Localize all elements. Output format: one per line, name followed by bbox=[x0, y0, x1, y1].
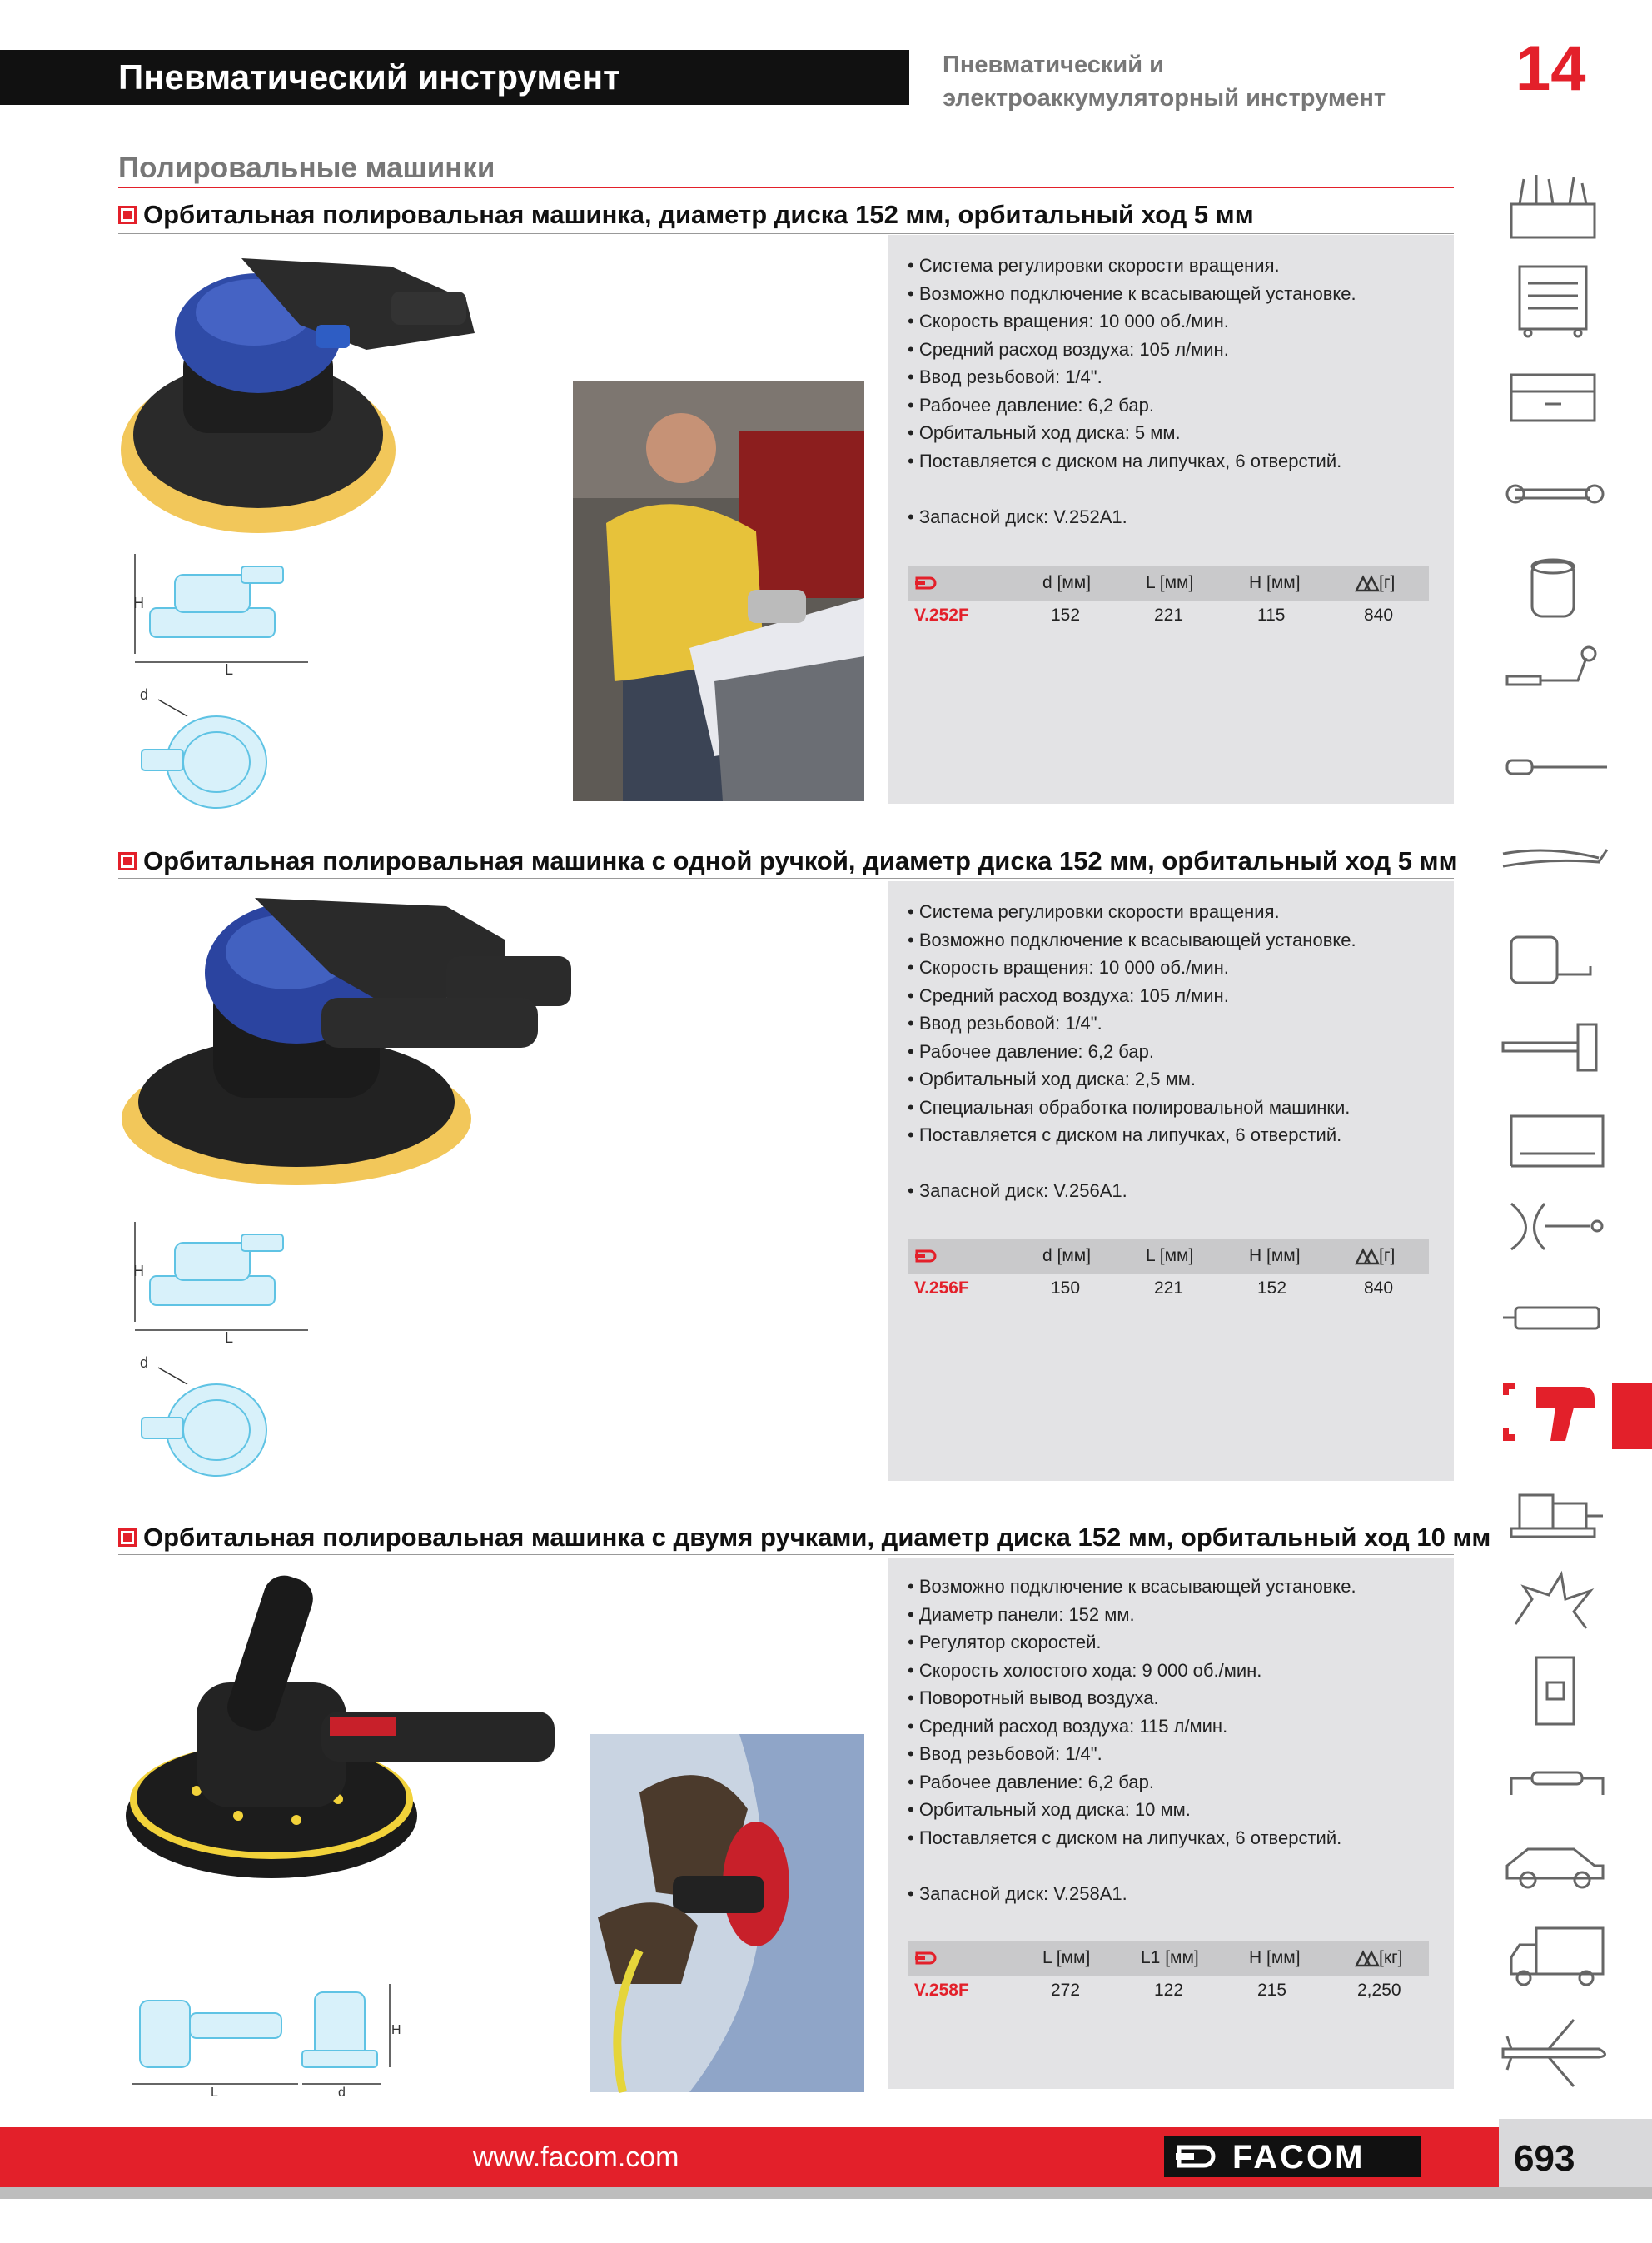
chapter-number: 14 bbox=[1515, 33, 1586, 104]
screwdriver-icon[interactable] bbox=[1499, 729, 1615, 804]
spec-data-row bbox=[908, 601, 1429, 631]
bullet: • Скорость вращения: 10 000 об./мин. bbox=[908, 957, 1229, 978]
bullet: • Возможно подключение к всасывающей установке. bbox=[908, 282, 1356, 304]
spec-value: 122 bbox=[1154, 1981, 1184, 2000]
spec-data-row bbox=[908, 1976, 1429, 2006]
dim-label-h: H bbox=[391, 2023, 401, 2037]
toolbox-icon[interactable] bbox=[1499, 171, 1615, 246]
spec-col-1: d [мм] bbox=[1042, 573, 1092, 592]
spec-header-row bbox=[908, 1941, 1429, 1976]
spare-part: • Запасной диск: V.252A1. bbox=[908, 506, 1127, 527]
spec-col-2: L1 [мм] bbox=[1141, 1948, 1199, 1967]
header-subtitle-line2: электроаккумуляторный инструмент bbox=[943, 85, 1386, 112]
tape-measure-icon[interactable] bbox=[1499, 920, 1615, 995]
spec-header-row bbox=[908, 566, 1429, 601]
dim-label-d: d bbox=[140, 686, 149, 703]
socket-icon[interactable] bbox=[1499, 550, 1615, 625]
product-ref[interactable]: V.256F bbox=[914, 1279, 969, 1298]
tool-cabinet-icon[interactable] bbox=[1499, 262, 1615, 337]
car-icon[interactable] bbox=[1499, 1828, 1615, 1903]
spec-col-1: L [мм] bbox=[1042, 1948, 1091, 1967]
spec-header-row bbox=[908, 1239, 1429, 1274]
footer-url-link[interactable]: www.facom.com bbox=[473, 2141, 679, 2173]
page-title: Пневматический инструмент bbox=[118, 57, 620, 97]
spec-col-3: H [мм] bbox=[1249, 573, 1301, 592]
footer-bottom-strip bbox=[0, 2187, 1652, 2199]
tester-icon[interactable] bbox=[1499, 1279, 1615, 1353]
bullet: • Рабочее давление: 6,2 бар. bbox=[908, 394, 1154, 416]
wrench-icon[interactable] bbox=[1499, 456, 1615, 531]
bullet: • Система регулировки скорости вращения. bbox=[908, 255, 1280, 276]
ratchet-handle-icon[interactable] bbox=[1499, 641, 1615, 716]
product-3-spec-table bbox=[908, 1941, 1429, 2006]
product-3-usage-photo bbox=[590, 1734, 864, 2092]
spec-value: 152 bbox=[1051, 606, 1081, 625]
bullet: • Диаметр панели: 152 мм. bbox=[908, 1603, 1135, 1625]
page-number: 693 bbox=[1514, 2138, 1575, 2179]
dim-label-l: L bbox=[225, 1329, 234, 1346]
product-1-rule bbox=[118, 233, 1454, 234]
handle-icon[interactable] bbox=[1499, 1741, 1615, 1816]
hacksaw-icon[interactable] bbox=[1499, 1099, 1615, 1174]
bullet: • Система регулировки скорости вращения. bbox=[908, 901, 1280, 922]
bullet: • Скорость холостого хода: 9 000 об./мин. bbox=[908, 1659, 1262, 1681]
dim-label-d: d bbox=[338, 2086, 346, 2100]
bullet: • Возможно подключение к всасывающей установке. bbox=[908, 929, 1356, 950]
product-3-title-text: Орбитальная полировальная машинка с двумя ручками, диаметр диска 152 мм, орбитальный ход 10 мм bbox=[143, 1523, 1491, 1552]
spec-col-4: [кг] bbox=[1379, 1948, 1403, 1967]
hammer-icon[interactable] bbox=[1499, 1008, 1615, 1083]
safety-icon[interactable] bbox=[1499, 1562, 1615, 1637]
spec-value: 115 bbox=[1257, 606, 1286, 625]
dim-label-d: d bbox=[140, 1354, 149, 1371]
product-2-spec-table bbox=[908, 1239, 1429, 1303]
product-2-bullets bbox=[908, 898, 1441, 1205]
bullet: • Ввод резьбовой: 1/4". bbox=[908, 1743, 1102, 1764]
pneumatic-impact-wrench-icon[interactable] bbox=[1499, 1374, 1615, 1449]
spec-value: 221 bbox=[1154, 606, 1184, 625]
product-3-title bbox=[118, 1521, 1490, 1554]
product-3-bullets bbox=[908, 1573, 1441, 1907]
vise-icon[interactable] bbox=[1499, 1470, 1615, 1545]
bullet: • Рабочее давление: 6,2 бар. bbox=[908, 1771, 1154, 1792]
facom-logo-text: FACOM bbox=[1232, 2139, 1366, 2176]
bullet: • Скорость вращения: 10 000 об./мин. bbox=[908, 311, 1229, 331]
spare-part: • Запасной диск: V.256A1. bbox=[908, 1180, 1127, 1201]
spec-value: 840 bbox=[1364, 606, 1394, 625]
active-section-tab[interactable] bbox=[1612, 1383, 1652, 1449]
bullet: • Специальная обработка полировальной машинки. bbox=[908, 1096, 1351, 1118]
product-3-dimension-diagram bbox=[123, 1976, 401, 2101]
spec-col-3: H [мм] bbox=[1249, 1246, 1301, 1265]
dim-label-h: H bbox=[133, 595, 144, 611]
bullet: • Поворотный вывод воздуха. bbox=[908, 1687, 1159, 1708]
bullet: • Ввод резьбовой: 1/4". bbox=[908, 366, 1102, 387]
bullet: • Орбитальный ход диска: 10 мм. bbox=[908, 1799, 1191, 1820]
header-subtitle bbox=[943, 48, 1442, 115]
spec-value: 272 bbox=[1051, 1981, 1081, 2000]
bullet: • Регулятор скоростей. bbox=[908, 1632, 1102, 1652]
product-ref[interactable]: V.258F bbox=[914, 1981, 969, 2000]
product-1-dimension-diagram bbox=[125, 550, 316, 816]
dim-label-h: H bbox=[133, 1263, 144, 1279]
product-ref[interactable]: V.252F bbox=[914, 606, 969, 625]
product-2-rule bbox=[118, 878, 1454, 879]
product-2-title-text: Орбитальная полировальная машинка с одной ручкой, диаметр диска 152 мм, орбитальный ход 5 мм bbox=[143, 846, 1458, 875]
truck-icon[interactable] bbox=[1499, 1920, 1615, 1995]
spec-value: 2,250 bbox=[1357, 1981, 1401, 2000]
airplane-icon[interactable] bbox=[1499, 2016, 1615, 2091]
bullet: • Поставляется с диском на липучках, 6 отверстий. bbox=[908, 1827, 1342, 1848]
product-1-title bbox=[118, 198, 1254, 232]
product-2-dimension-diagram bbox=[125, 1218, 316, 1484]
spec-value: 221 bbox=[1154, 1279, 1184, 1298]
dim-label-l: L bbox=[211, 2086, 218, 2100]
spec-data-row bbox=[908, 1274, 1429, 1303]
spec-col-1: d [мм] bbox=[1042, 1246, 1092, 1265]
spec-value: 840 bbox=[1364, 1279, 1394, 1298]
product-1-bullets bbox=[908, 252, 1441, 531]
bullet: • Поставляется с диском на липучках, 6 отверстий. bbox=[908, 1124, 1342, 1145]
product-1-title-text: Орбитальная полировальная машинка, диаметр диска 152 мм, орбитальный ход 5 мм bbox=[143, 200, 1254, 229]
section-rule bbox=[118, 187, 1454, 188]
bullet: • Рабочее давление: 6,2 бар. bbox=[908, 1040, 1154, 1062]
spare-part: • Запасной диск: V.258A1. bbox=[908, 1882, 1127, 1904]
bullet: • Средний расход воздуха: 115 л/мин. bbox=[908, 1715, 1228, 1737]
spec-col-3: H [мм] bbox=[1249, 1948, 1301, 1967]
product-1-spec-table bbox=[908, 566, 1429, 631]
bullet: • Ввод резьбовой: 1/4". bbox=[908, 1013, 1102, 1034]
bullet: • Орбитальный ход диска: 5 мм. bbox=[908, 422, 1181, 443]
dim-label-l: L bbox=[225, 661, 234, 678]
bullet: • Возможно подключение к всасывающей установке. bbox=[908, 1576, 1356, 1597]
product-1-photo bbox=[117, 242, 516, 550]
electrical-breaker-icon[interactable] bbox=[1499, 1653, 1615, 1728]
spec-value: 215 bbox=[1257, 1981, 1287, 2000]
product-3-rule bbox=[118, 1554, 1454, 1555]
red-square-icon bbox=[118, 852, 137, 870]
bullet: • Орбитальный ход диска: 2,5 мм. bbox=[908, 1069, 1196, 1089]
spec-value: 150 bbox=[1051, 1279, 1081, 1298]
product-1-usage-photo bbox=[573, 381, 864, 801]
tool-drawer-icon[interactable] bbox=[1499, 366, 1615, 441]
spec-value: 152 bbox=[1257, 1279, 1287, 1298]
pliers-icon[interactable] bbox=[1499, 820, 1615, 895]
red-square-icon bbox=[118, 1528, 137, 1547]
product-3-photo bbox=[122, 1566, 596, 1882]
spec-col-4: [г] bbox=[1379, 1246, 1396, 1265]
product-2-title bbox=[118, 845, 1458, 878]
puller-icon[interactable] bbox=[1499, 1187, 1615, 1262]
spec-col-2: L [мм] bbox=[1146, 1246, 1194, 1265]
header-subtitle-line1: Пневматический и bbox=[943, 52, 1164, 78]
red-square-icon bbox=[118, 206, 137, 224]
product-2-photo bbox=[113, 881, 605, 1189]
bullet: • Поставляется с диском на липучках, 6 отверстий. bbox=[908, 450, 1342, 471]
spec-col-4: [г] bbox=[1379, 573, 1396, 592]
bullet: • Средний расход воздуха: 105 л/мин. bbox=[908, 984, 1229, 1006]
bullet: • Средний расход воздуха: 105 л/мин. bbox=[908, 338, 1229, 360]
section-title: Полировальные машинки bbox=[118, 152, 495, 184]
spec-col-2: L [мм] bbox=[1146, 573, 1194, 592]
